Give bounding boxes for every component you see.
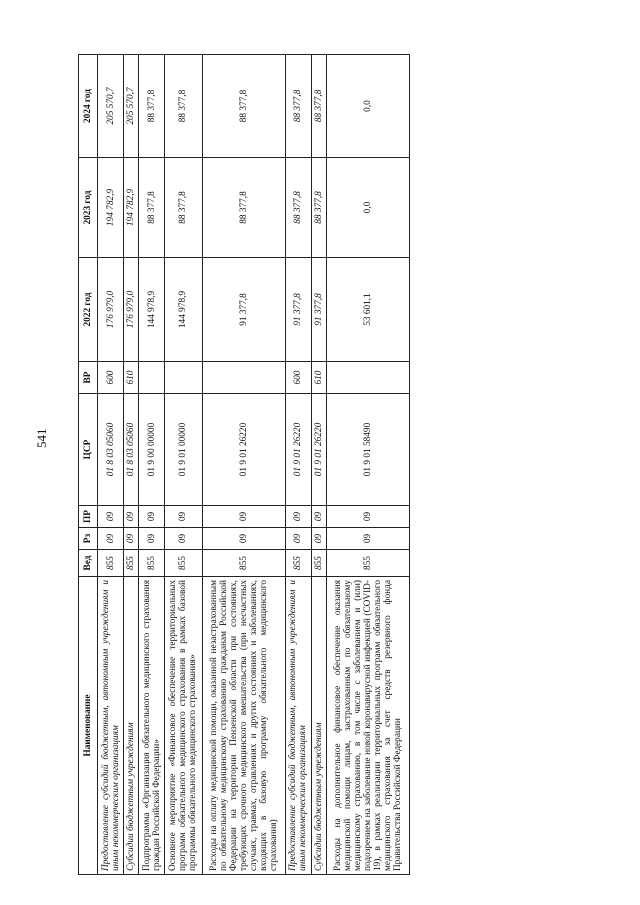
cell-vr [165,362,203,394]
budget-table-container [78,55,410,875]
cell-rz: 09 [138,528,164,550]
cell-2023: 88 377,8 [165,158,203,258]
cell-csr: 01 9 01 26220 [202,394,285,506]
table-row [202,55,285,875]
column-header-vr: ВР [79,362,98,394]
cell-csr: 01 9 01 00000 [165,394,203,506]
table-header-row [79,55,98,875]
cell-rz: 09 [202,528,285,550]
cell-2024: 0,0 [326,55,409,158]
cell-pr: 09 [202,506,285,528]
column-header-2022: 2022 год [79,258,98,362]
table-row [98,55,124,875]
cell-name: Расходы на оплату медицинской помощи, оказанной незастрахованным по обязательному медицинскому страхованию гражданам Российской Федерации на территории Пензенской области при состояниях, требующих срочного медицинского вмешательства (при несчастных случаях, травмах, отравлениях и других состояниях и заболеваниях, входящих в базовую программу обязательного медицинского страхования) [202,577,285,875]
cell-name: Предоставление субсидий бюджетным, автономным учреждениям и иным некоммерческим организациям [285,577,311,875]
cell-ved: 855 [124,550,139,577]
cell-name: Подпрограмма «Организация обязательного медицинского страхования граждан Российской Федерации» [138,577,164,875]
cell-vr: 610 [311,362,326,394]
cell-vr [202,362,285,394]
cell-vr [326,362,409,394]
cell-rz: 09 [311,528,326,550]
cell-2022: 91 377,8 [311,258,326,362]
cell-ved: 855 [311,550,326,577]
column-header-name: Наименование [79,577,98,875]
cell-2022: 144 978,9 [165,258,203,362]
column-header-rz: Рз [79,528,98,550]
cell-rz: 09 [326,528,409,550]
column-header-csr: ЦСР [79,394,98,506]
cell-rz: 09 [285,528,311,550]
cell-rz: 09 [165,528,203,550]
cell-2024: 88 377,8 [311,55,326,158]
column-header-pr: ПР [79,506,98,528]
cell-csr: 01 9 01 26220 [285,394,311,506]
cell-name: Субсидии бюджетным учреждениям [124,577,139,875]
cell-2024: 88 377,8 [285,55,311,158]
cell-2023: 88 377,8 [202,158,285,258]
cell-rz: 09 [124,528,139,550]
cell-rz: 09 [98,528,124,550]
cell-name: Субсидии бюджетным учреждениям [311,577,326,875]
cell-2024: 205 570,7 [98,55,124,158]
cell-pr: 09 [124,506,139,528]
cell-2023: 194 782,9 [124,158,139,258]
cell-pr: 09 [138,506,164,528]
table-row [138,55,164,875]
cell-vr: 600 [98,362,124,394]
cell-2024: 88 377,8 [165,55,203,158]
cell-csr: 01 9 00 00000 [138,394,164,506]
cell-csr: 01 8 03 05060 [98,394,124,506]
cell-ved: 855 [165,550,203,577]
cell-name: Расходы на дополнительное финансовое обеспечение оказания медицинской помощи лицам, застрахованным по обязательному медицинскому страхованию, в том числе с заболеванием и (или) подозрением на заболевание новой коронавирусной инфекцией (COVID-19), в рамках реализации территориальных программ обязательного медицинского страхования за счет средств резервного фонда Правительства Российской Федерации [326,577,409,875]
cell-ved: 855 [98,550,124,577]
cell-csr: 01 9 01 26220 [311,394,326,506]
cell-pr: 09 [311,506,326,528]
cell-name: Предоставление субсидий бюджетным, автономным учреждениям и иным некоммерческим организациям [98,577,124,875]
cell-vr: 600 [285,362,311,394]
cell-2022: 144 978,9 [138,258,164,362]
cell-ved: 855 [285,550,311,577]
cell-2023: 88 377,8 [285,158,311,258]
cell-2022: 176 979,0 [124,258,139,362]
cell-csr: 01 8 03 05060 [124,394,139,506]
cell-pr: 09 [326,506,409,528]
column-header-2024: 2024 год [79,55,98,158]
cell-csr: 01 9 01 58490 [326,394,409,506]
table-row [285,55,311,875]
cell-2024: 205 570,7 [124,55,139,158]
cell-2022: 91 377,8 [202,258,285,362]
cell-ved: 855 [326,550,409,577]
column-header-2023: 2023 год [79,158,98,258]
cell-name: Основное мероприятие «Финансовое обеспечение территориальных программ обязательного медицинского страхования в рамках базовой программы обязательного медицинского страхования» [165,577,203,875]
column-header-ved: Вед [79,550,98,577]
cell-ved: 855 [202,550,285,577]
cell-2023: 194 782,9 [98,158,124,258]
table-row [124,55,139,875]
cell-2024: 88 377,8 [138,55,164,158]
table-row [311,55,326,875]
cell-2022: 176 979,0 [98,258,124,362]
budget-table [78,54,410,875]
cell-2023: 88 377,8 [311,158,326,258]
cell-vr [138,362,164,394]
cell-2022: 91 377,8 [285,258,311,362]
cell-pr: 09 [285,506,311,528]
table-row [326,55,409,875]
cell-vr: 610 [124,362,139,394]
cell-2024: 88 377,8 [202,55,285,158]
cell-2022: 53 601,1 [326,258,409,362]
cell-ved: 855 [138,550,164,577]
page-number: 541 [34,428,49,448]
cell-pr: 09 [165,506,203,528]
table-row [165,55,203,875]
cell-2023: 0,0 [326,158,409,258]
cell-2023: 88 377,8 [138,158,164,258]
cell-pr: 09 [98,506,124,528]
